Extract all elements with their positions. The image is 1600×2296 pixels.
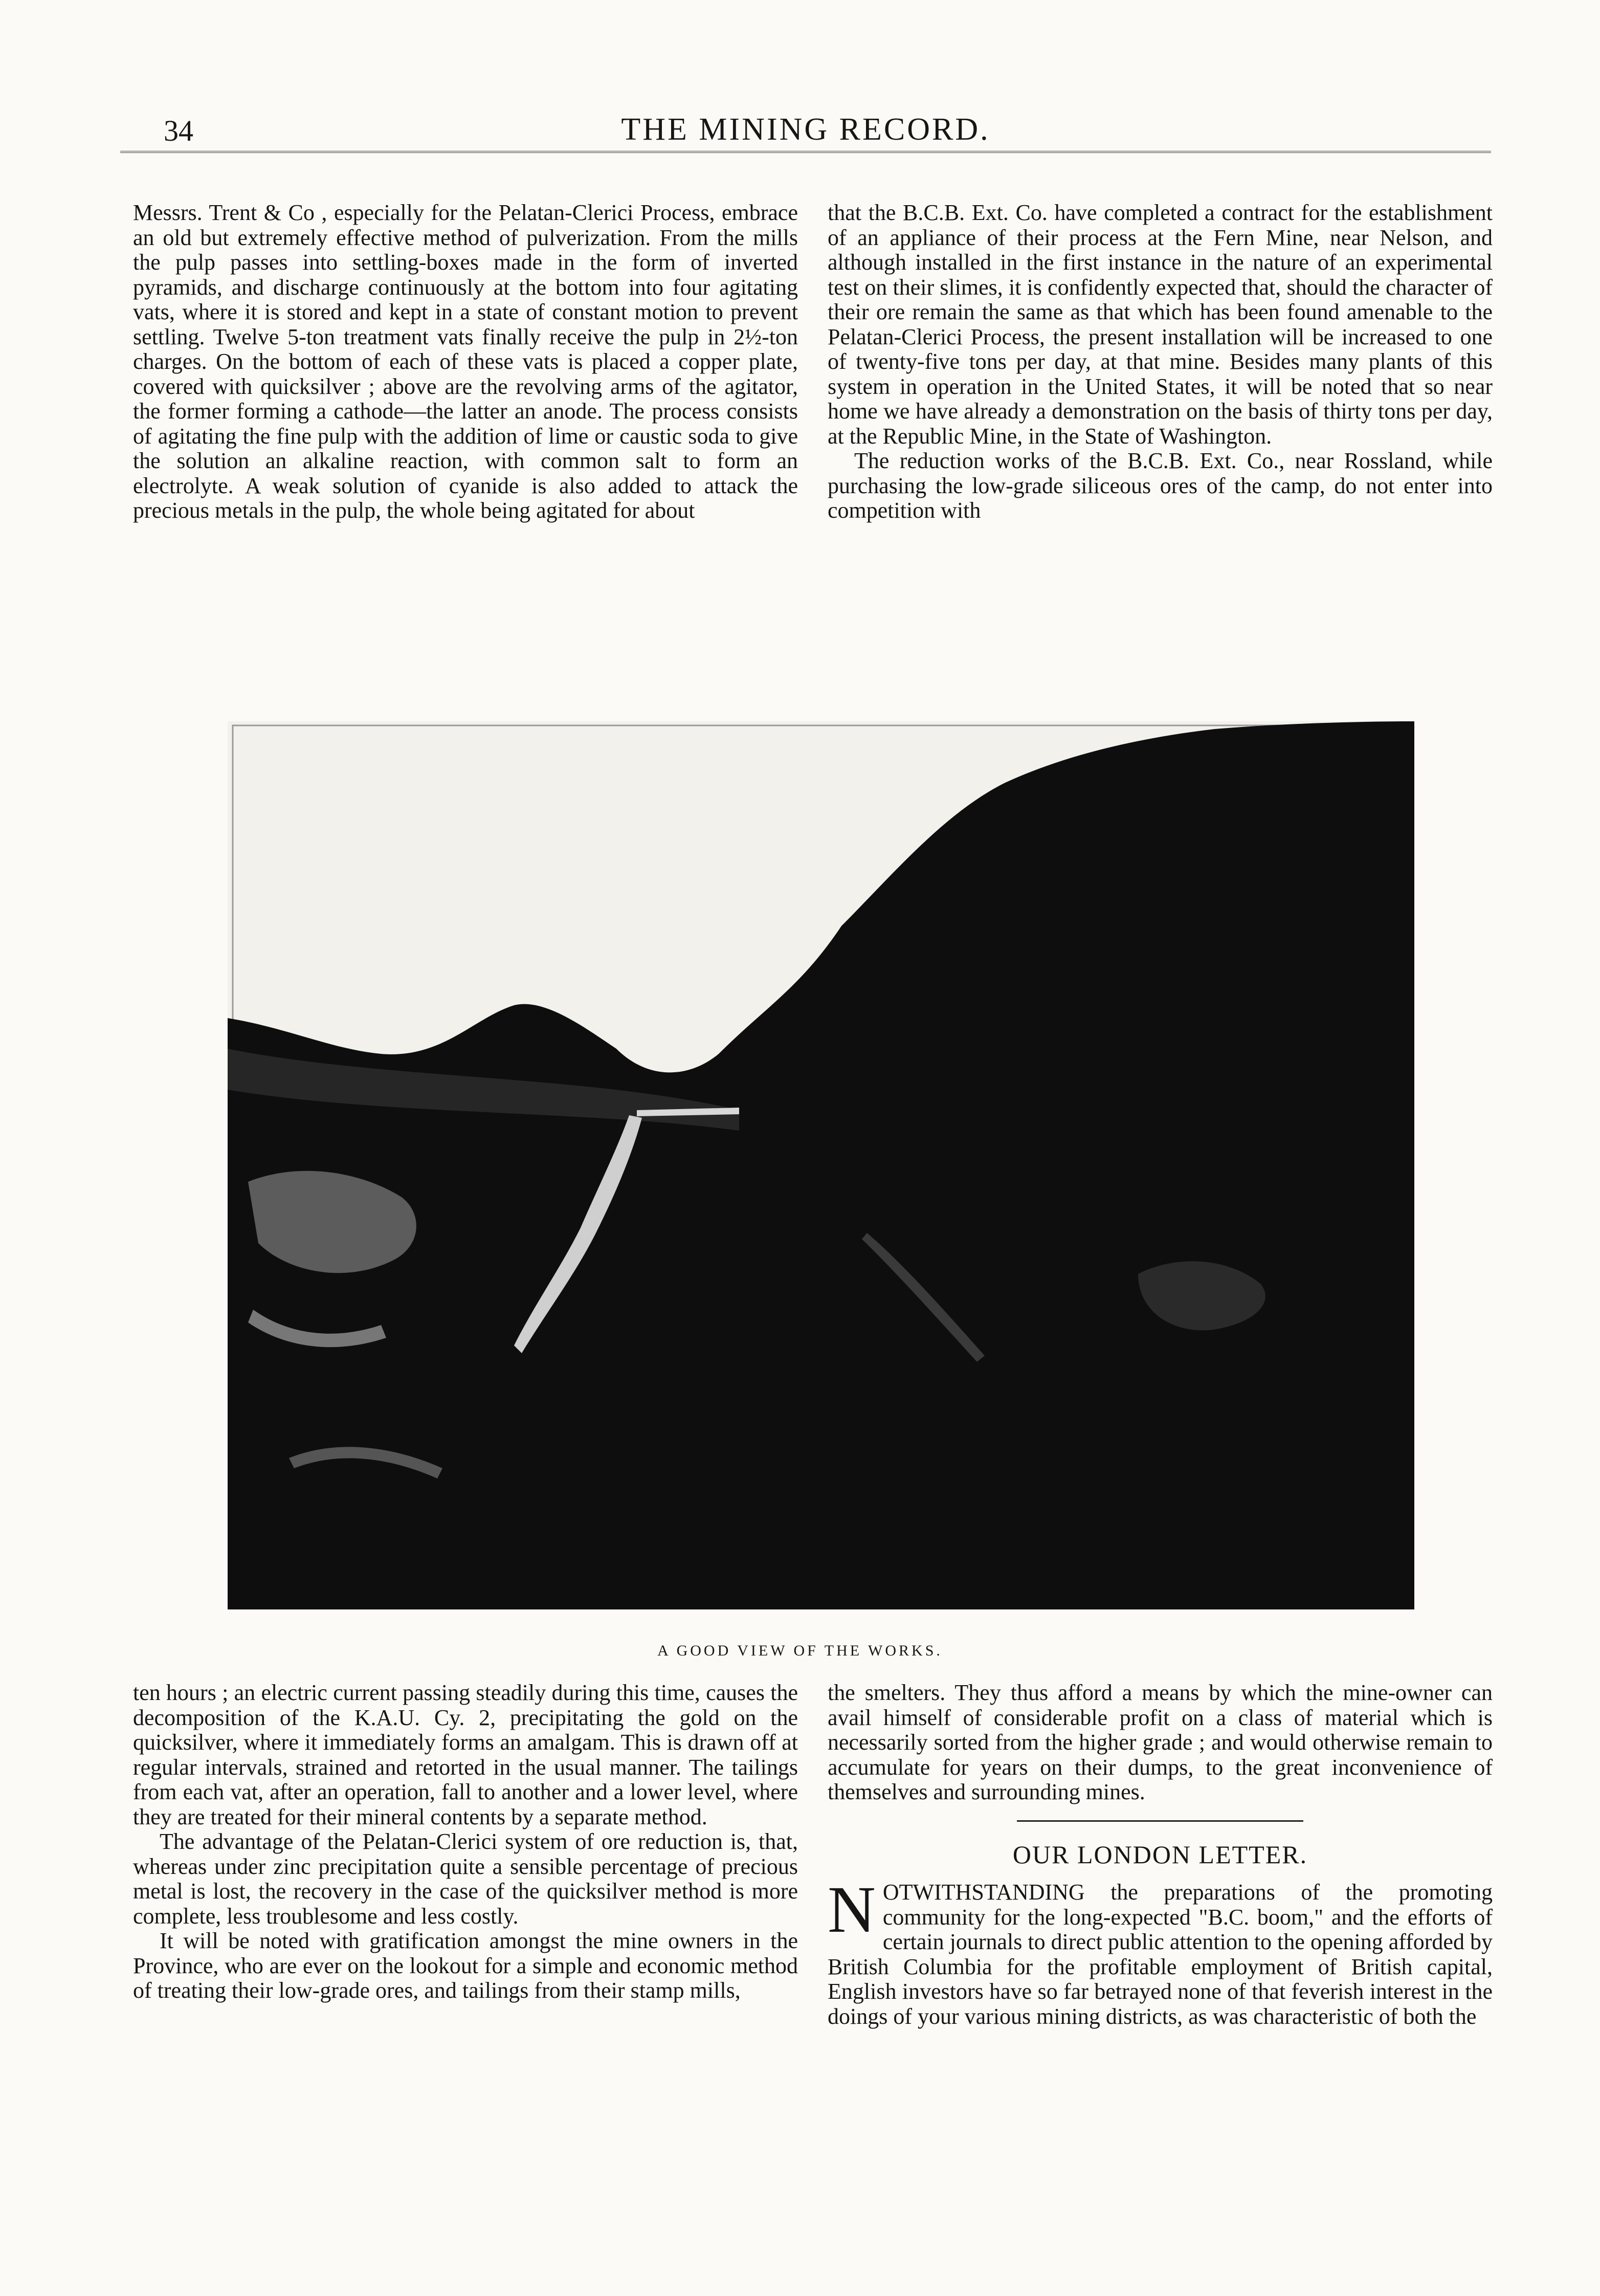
column-top-right <box>828 201 1493 523</box>
figure-caption: A GOOD VIEW OF THE WORKS. <box>657 1642 943 1659</box>
column-bottom-left <box>133 1681 798 2003</box>
paragraph: that the B.C.B. Ext. Co. have completed a contract for the establishment of an appliance of their process at the Fern Mine, near Nelson, and although installed in the first instance in the nature of an experimental test on their slimes, it is confidently expected that, should the character of their ore remain the same as that which has been found amenable to the Pelatan-Clerici Process, the present installation will be increased to one of twenty-five tons per day, at that mine. Besides many plants of this system in operation in the United States, it will be noted that so near home we have already a demonstration on the basis of thirty tons per day, at the Republic Mine, in the State of Washington. <box>828 200 1493 449</box>
paragraph: ten hours ; an electric current passing steadily during this time, causes the decomposition of the K.A.U. Cy. 2, precipitating the gold on the quicksilver, where it immediately forms an amalgam. This is drawn off at regular intervals, strained and retorted in the usual manner. The tailings from each vat, after an operation, fall to another and a lower level, where they are treated for their mineral contents by a separate method. <box>133 1680 798 1829</box>
paragraph: It will be noted with gratification amongst the mine owners in the Province, who are ever on the lookout for a simple and economic method of treating their low-grade ores, and tailings from their stamp mills, <box>133 1928 798 2003</box>
page-number: 34 <box>164 114 193 147</box>
header-rule <box>120 151 1491 153</box>
section-divider <box>1017 1820 1303 1822</box>
works-photograph <box>228 721 1414 1609</box>
paragraph: The advantage of the Pelatan-Clerici system of ore reduction is, that, whereas under zinc precipitation quite a sensible percentage of precious metal is lost, the recovery in the case of the quicksilver method is more complete, less troublesome and less costly. <box>133 1829 798 1929</box>
paragraph-text: OTWITHSTANDING the preparations of the promoting community for the long-expected "B.C. boom," and the efforts of certain journals to direct public attention to the opening afforded by British Columbia for the profitable employment of British capital, English investors have so far betrayed none of that feverish interest in the doings of your various mining districts, as was characteristic of both the <box>828 1880 1493 2029</box>
running-title: THE MINING RECORD. <box>621 112 990 147</box>
column-bottom-right <box>828 1681 1493 2029</box>
paragraph-with-dropcap <box>828 1873 1493 2029</box>
paragraph: the smelters. They thus afford a means by which the mine-owner can avail himself of considerable profit on a class of material which is necessarily sorted from the higher grade ; and would otherwise remain to accumulate for years on their dumps, to the great inconvenience of themselves and surrounding mines. <box>828 1680 1493 1804</box>
landscape-photo-svg <box>228 721 1414 1609</box>
section-heading: OUR LONDON LETTER. <box>1012 1840 1308 1869</box>
column-top-left <box>133 201 798 523</box>
drop-cap: N <box>828 1873 876 1947</box>
paragraph: Messrs. Trent & Co , especially for the Pelatan-Clerici Process, embrace an old but extremely effective method of pulverization. From the mills the pulp passes into settling-boxes made in the form of inverted pyramids, and discharge continuously at the bottom into four agitating vats, where it is stored and kept in a state of constant motion to prevent settling. Twelve 5-ton treatment vats finally receive the pulp in 2½-ton charges. On the bottom of each of these vats is placed a copper plate, covered with quicksilver ; above are the revolving arms of the agitator, the former forming a cathode—the latter an anode. The process consists of agitating the fine pulp with the addition of lime or caustic soda to give the solution an alkaline reaction, with common salt to form an electrolyte. A weak solution of cyanide is also added to attack the precious metals in the pulp, the whole being agitated for about <box>133 200 798 523</box>
page-header <box>120 107 1491 153</box>
paragraph: The reduction works of the B.C.B. Ext. Co., near Rossland, while purchasing the low-grade siliceous ores of the camp, do not enter into competition with <box>828 448 1493 523</box>
